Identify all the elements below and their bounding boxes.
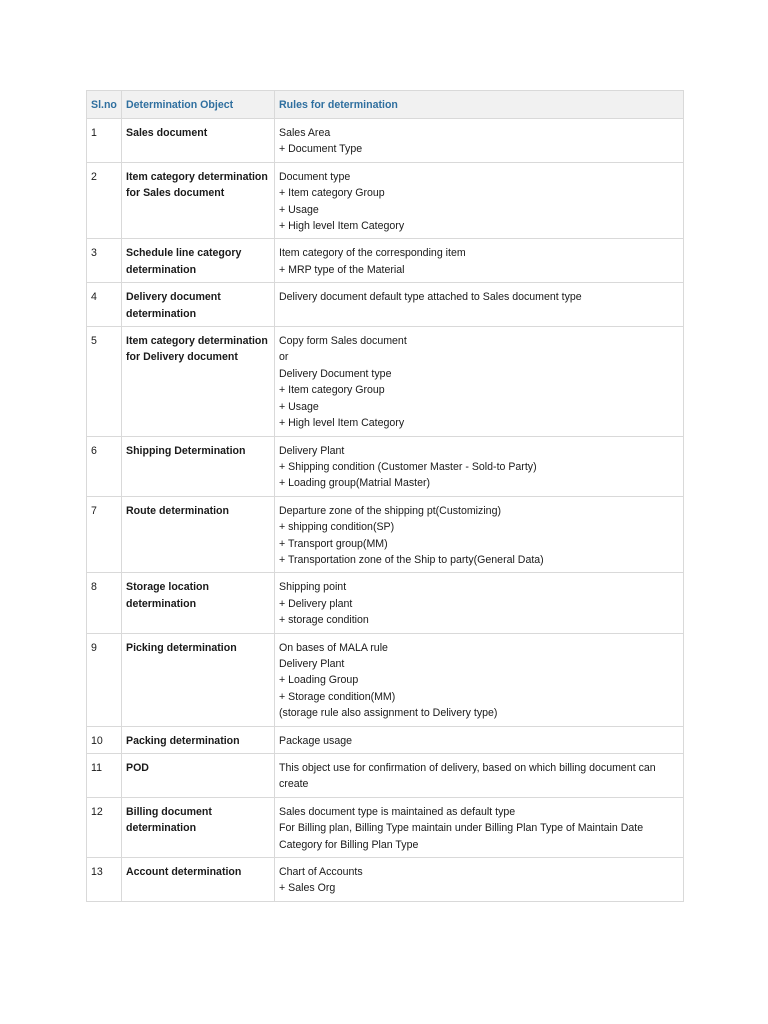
rule-line: Copy form Sales document xyxy=(279,335,407,348)
determination-rules xyxy=(275,754,684,798)
rule-line: + Usage xyxy=(279,203,319,216)
rule-line: Delivery Plant xyxy=(279,657,345,670)
row-number: 9 xyxy=(87,633,122,726)
determination-object: Delivery document determination xyxy=(122,283,275,327)
determination-rules xyxy=(275,119,684,163)
row-number: 5 xyxy=(87,327,122,436)
determination-rules xyxy=(275,239,684,283)
determination-object: Route determination xyxy=(122,496,275,573)
row-number: 10 xyxy=(87,726,122,753)
determination-object: Picking determination xyxy=(122,633,275,726)
determination-rules xyxy=(275,327,684,436)
rule-line: + Loading Group xyxy=(279,674,359,687)
rule-line: + High level Item Category xyxy=(279,220,405,233)
rule-line: Item category of the corresponding item xyxy=(279,247,466,260)
determination-rules xyxy=(275,858,684,902)
rule-line: + Transport group(MM) xyxy=(279,537,388,550)
header-rules-for-determination: Rules for determination xyxy=(275,91,684,119)
table-row xyxy=(87,119,684,163)
rule-line: Sales Area xyxy=(279,127,331,139)
table-row xyxy=(87,754,684,798)
table-row xyxy=(87,633,684,726)
determination-rules xyxy=(275,797,684,857)
rule-line: + Loading group(Matrial Master) xyxy=(279,477,431,490)
determination-object: Item category determination for Sales document xyxy=(122,162,275,239)
determination-object: Schedule line category determination xyxy=(122,239,275,283)
rule-line: (storage rule also assignment to Delivery type) xyxy=(279,707,498,720)
determination-rules xyxy=(275,436,684,496)
rule-line: Delivery document default type attached to Sales document type xyxy=(279,291,582,304)
determination-rules xyxy=(275,726,684,753)
table-row xyxy=(87,436,684,496)
row-number: 12 xyxy=(87,797,122,857)
rule-line: Shipping point xyxy=(279,581,347,594)
table-row xyxy=(87,162,684,239)
rule-line: Sales document type is maintained as default type xyxy=(279,805,516,818)
table-row xyxy=(87,573,684,633)
rule-line: This object use for confirmation of delivery, based on which billing document can create xyxy=(279,762,656,791)
determination-object: Storage location determination xyxy=(122,573,275,633)
row-number: 11 xyxy=(87,754,122,798)
rule-line: For Billing plan, Billing Type maintain under Billing Plan Type of Maintain Date Category for Billing Plan Type xyxy=(279,822,644,851)
determination-object: Sales document xyxy=(122,119,275,163)
table-row xyxy=(87,496,684,573)
header-determination-object: Determination Object xyxy=(122,91,275,119)
table-row xyxy=(87,858,684,902)
rule-line: + storage condition xyxy=(279,614,369,627)
row-number: 6 xyxy=(87,436,122,496)
rule-line: or xyxy=(279,351,289,364)
rule-line: + Sales Org xyxy=(279,882,336,895)
determination-rules xyxy=(275,573,684,633)
rule-line: + Item category Group xyxy=(279,384,385,397)
determination-object: POD xyxy=(122,754,275,798)
determination-object: Account determination xyxy=(122,858,275,902)
determination-object: Item category determination for Delivery document xyxy=(122,327,275,436)
rule-line: + Item category Group xyxy=(279,187,385,200)
determination-object: Shipping Determination xyxy=(122,436,275,496)
rule-line: + Usage xyxy=(279,400,319,413)
rule-line: + Storage condition(MM) xyxy=(279,690,396,703)
row-number: 2 xyxy=(87,162,122,239)
rule-line: + shipping condition(SP) xyxy=(279,521,395,534)
determination-object: Billing document determination xyxy=(122,797,275,857)
rule-line: Package usage xyxy=(279,734,353,747)
determination-object: Packing determination xyxy=(122,726,275,753)
table-row xyxy=(87,327,684,436)
row-number: 13 xyxy=(87,858,122,902)
determination-rules xyxy=(275,496,684,573)
table-body xyxy=(87,119,684,902)
table-row xyxy=(87,239,684,283)
rule-line: + Delivery plant xyxy=(279,597,353,610)
table-row xyxy=(87,726,684,753)
rule-line: Departure zone of the shipping pt(Customizing) xyxy=(279,504,501,517)
rule-line: Document type xyxy=(279,170,351,183)
rule-line: Delivery Document type xyxy=(279,367,392,380)
row-number: 7 xyxy=(87,496,122,573)
table-header-row xyxy=(87,91,684,119)
determination-rules-table xyxy=(86,90,684,902)
determination-rules xyxy=(275,633,684,726)
rule-line: + High level Item Category xyxy=(279,417,405,430)
determination-rules xyxy=(275,283,684,327)
row-number: 1 xyxy=(87,119,122,163)
rule-line: + MRP type of the Material xyxy=(279,263,405,276)
row-number: 3 xyxy=(87,239,122,283)
rule-line: Chart of Accounts xyxy=(279,866,363,879)
header-sl-no: Sl.no xyxy=(87,91,122,119)
row-number: 8 xyxy=(87,573,122,633)
row-number: 4 xyxy=(87,283,122,327)
rule-line: Delivery Plant xyxy=(279,444,345,457)
rule-line: + Shipping condition (Customer Master - Sold-to Party) xyxy=(279,460,537,473)
table-row xyxy=(87,283,684,327)
determination-rules xyxy=(275,162,684,239)
rule-line: On bases of MALA rule xyxy=(279,641,388,654)
rule-line: + Transportation zone of the Ship to party(General Data) xyxy=(279,553,544,566)
rule-line: + Document Type xyxy=(279,143,363,156)
table-row xyxy=(87,797,684,857)
